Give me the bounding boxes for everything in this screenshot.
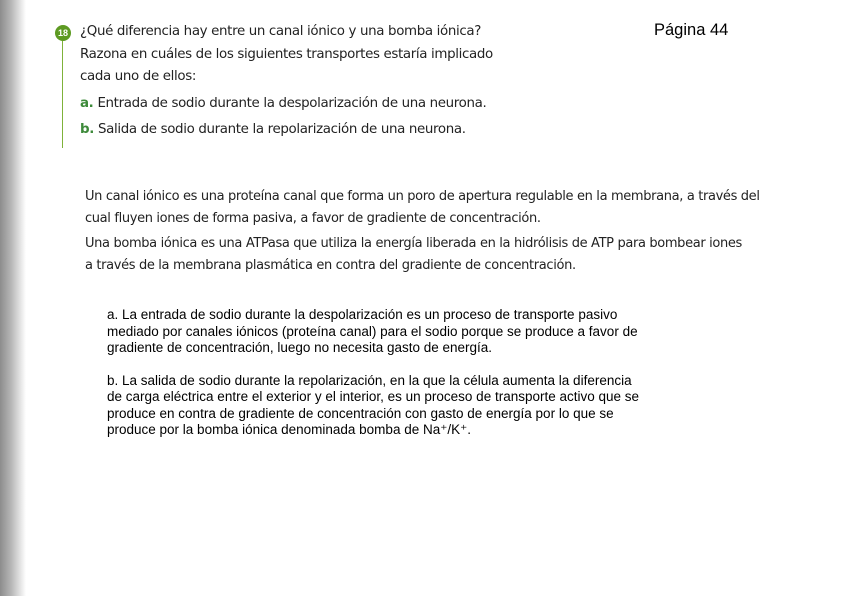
page-edge-shadow [0, 0, 26, 596]
note-line: produce en contra de gradiente de concentración con gasto de energía por lo que se [107, 405, 614, 421]
question-block [80, 21, 510, 142]
question-line: Razona en cuáles de los siguientes transportes estaría implicado [80, 46, 493, 62]
note-line: gradiente de concentración, luego no necesita gasto de energía. [107, 340, 493, 355]
note-line: a. La entrada de sodio durante la despolarización es un proceso de transporte pasivo [107, 307, 618, 322]
note-a [107, 307, 737, 357]
question-option-b [80, 119, 510, 142]
question-text [80, 21, 510, 89]
note-b [107, 373, 737, 439]
notes-block [107, 307, 737, 455]
option-letter: b. [80, 122, 94, 137]
option-letter: a. [80, 95, 94, 111]
answer-line: Un canal iónico es una proteína canal que forma un poro de apertura regulable en la membrana, a través del [85, 189, 760, 204]
note-line: b. La salida de sodio durante la repolarización, en la que la célula aumenta la diferencia [107, 372, 632, 388]
question-number-badge: 18 [55, 25, 71, 41]
option-text: Salida de sodio durante la repolarización de una neurona. [97, 122, 466, 137]
answer-line: a través de la membrana plasmática en contra del gradiente de concentración. [85, 257, 576, 273]
question-option-a [80, 93, 510, 116]
answer-line: Una bomba iónica es una ATPasa que utiliza la energía liberada en la hidrólisis de ATP para bombear iones [85, 236, 742, 251]
option-text: Entrada de sodio durante la despolarización de una neurona. [97, 95, 487, 111]
answer-line: cual fluyen iones de forma pasiva, a favor de gradiente de concentración. [85, 210, 541, 226]
note-line: mediado por canales iónicos (proteína canal) para el sodio porque se produce a favor de [107, 323, 638, 339]
question-accent-bar [62, 30, 63, 148]
answer-paragraph-pump [85, 233, 765, 276]
question-line: ¿Qué diferencia hay entre un canal iónico y una bomba iónica? [80, 24, 481, 39]
question-line: cada uno de ellos: [80, 69, 197, 84]
note-line: de carga eléctrica entre el exterior y el interior, es un proceso de transporte activo que se [107, 389, 640, 404]
answer-block [85, 186, 765, 280]
page-number: Página 44 [654, 21, 729, 39]
answer-paragraph-channel [85, 186, 765, 229]
note-line: produce por la bomba iónica denominada bomba de Na⁺/K⁺. [107, 422, 471, 437]
